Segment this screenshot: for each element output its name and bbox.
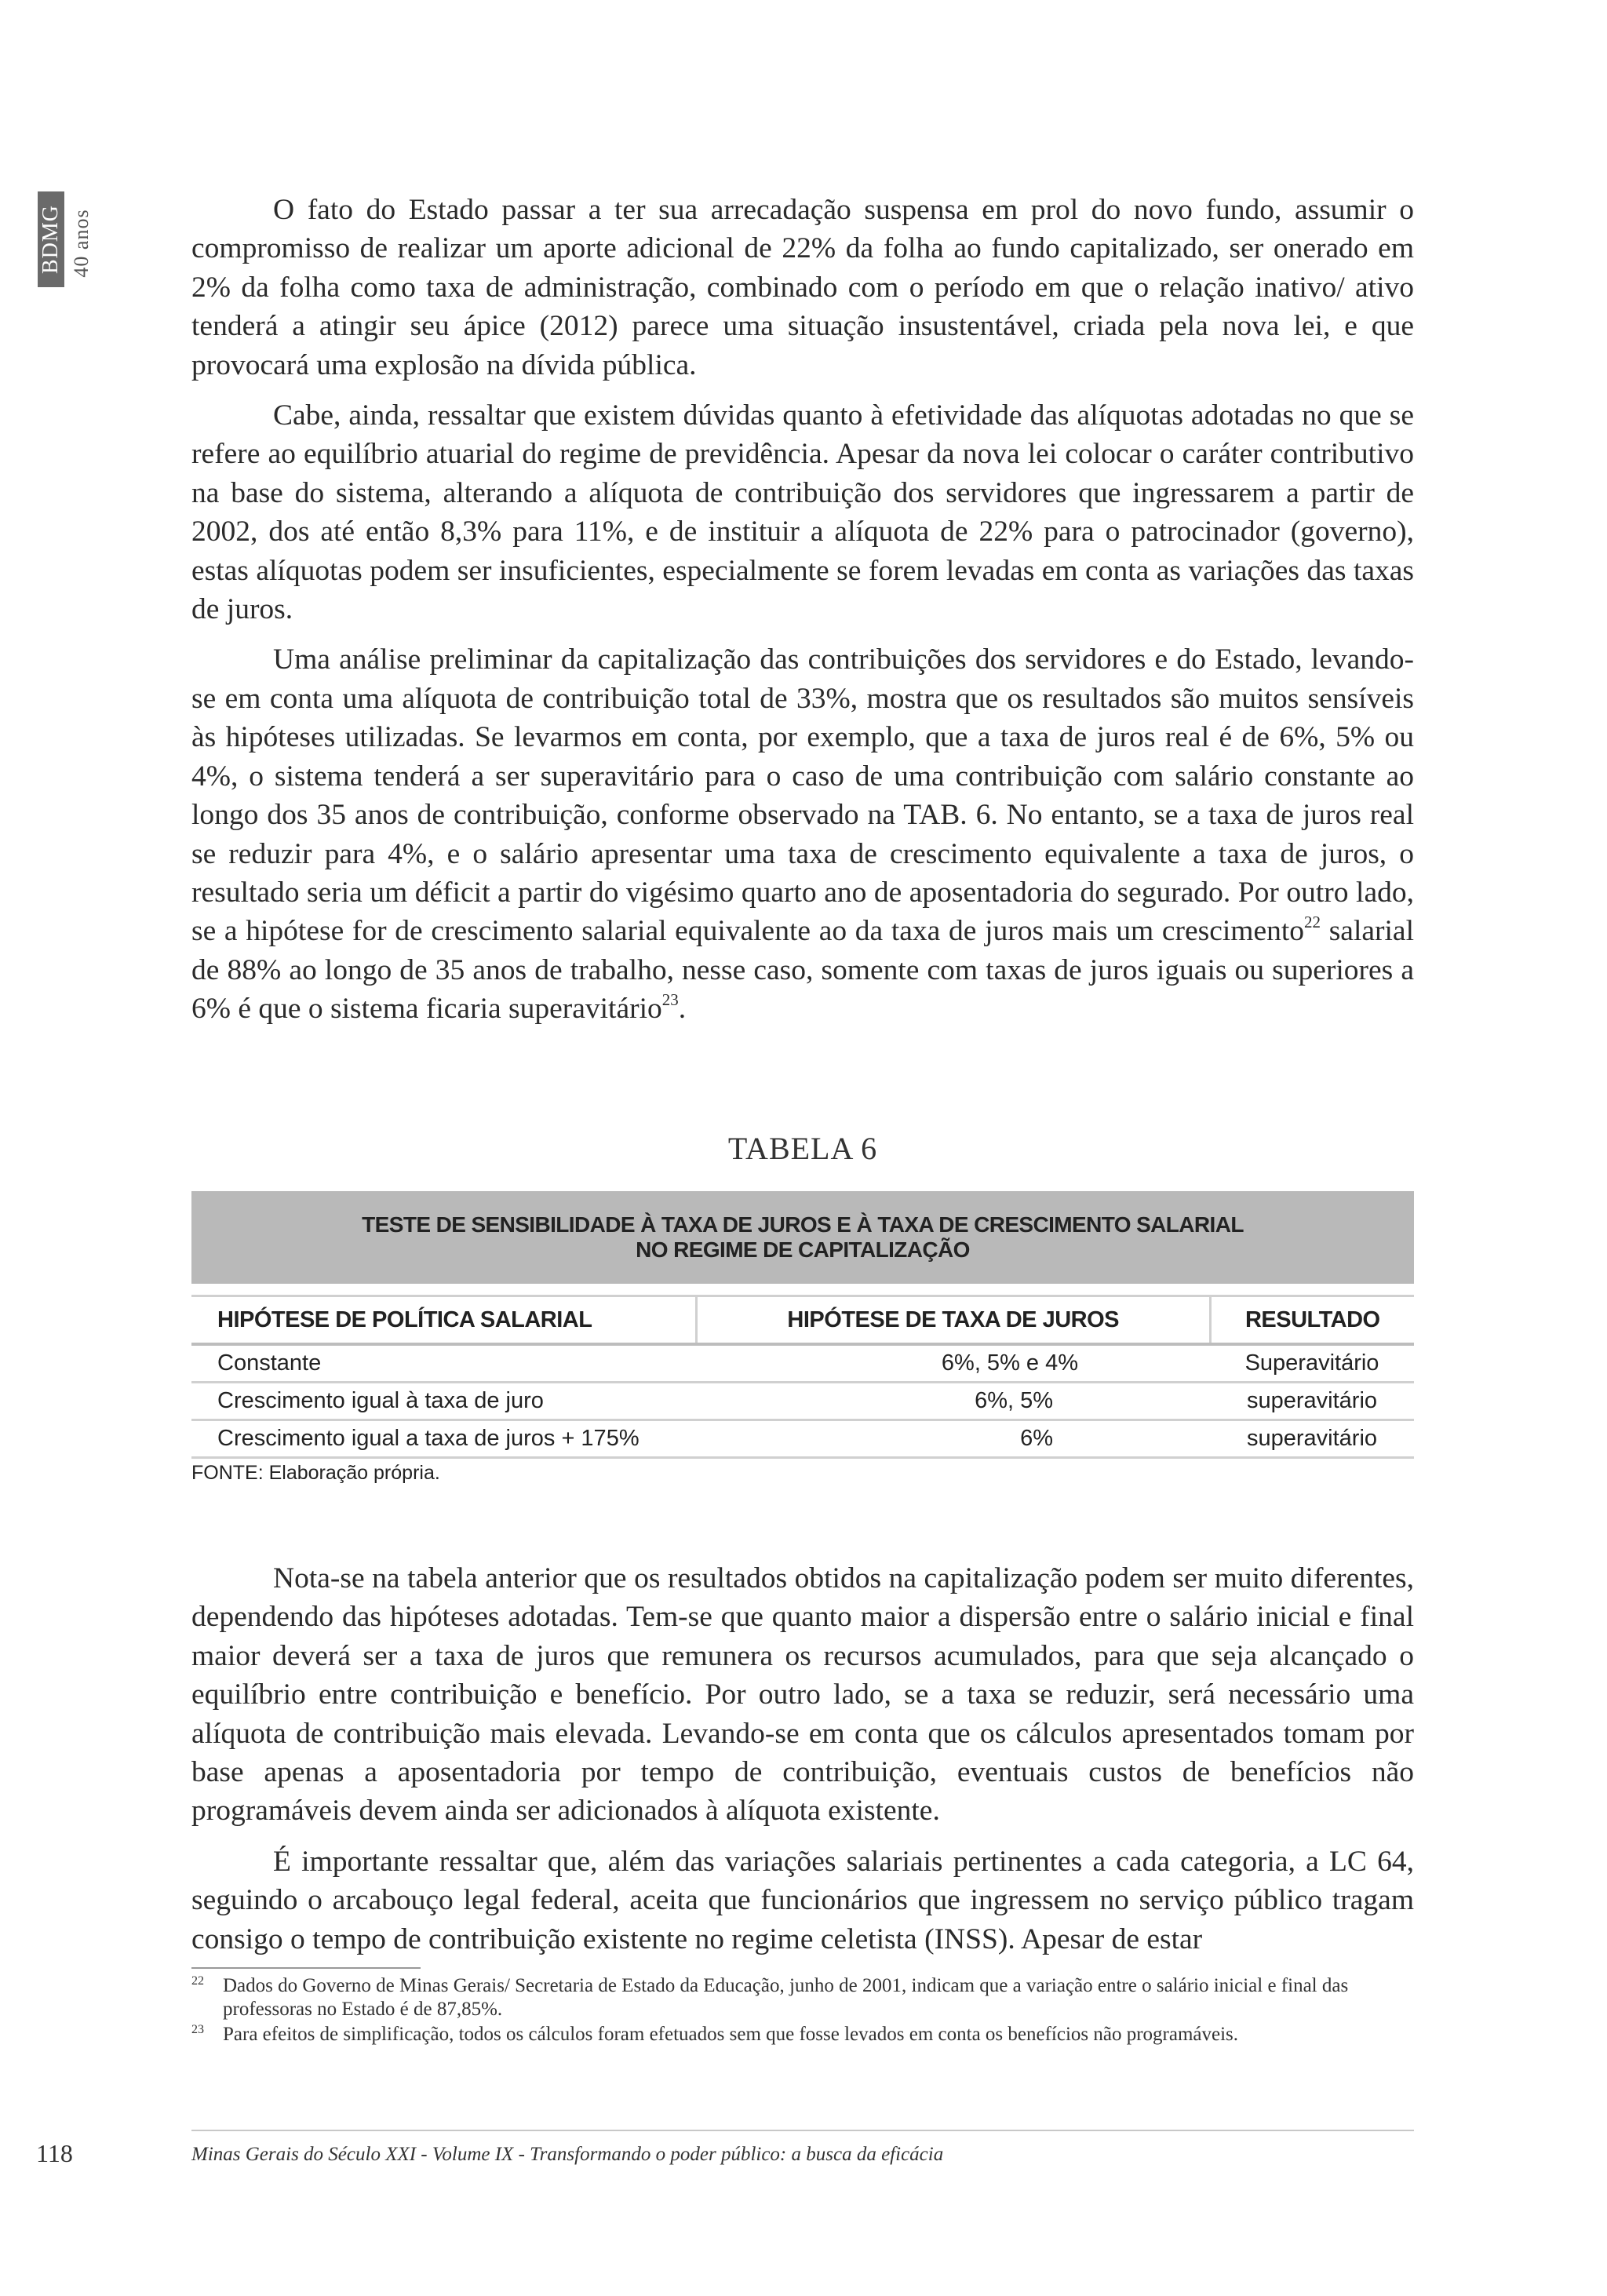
paragraph: O fato do Estado passar a ter sua arrecadação suspensa em prol do novo fundo, assumir o compromisso de realizar um aporte adicional de 22% da folha ao fundo capitalizado, ser onerado em 2% da folha como taxa de administração, combinado com o período em que o relação inativo/ ativo tenderá a atingir seu ápice (2012) parece uma situação insustentável, criada pela nova lei, e que provocará uma explosão na dívida pública. bbox=[191, 194, 1414, 381]
table-label: TABELA 6 bbox=[727, 1131, 878, 1166]
table-title-band bbox=[191, 1191, 1414, 1284]
column-header-salary-policy: HIPÓTESE DE POLÍTICA SALARIAL bbox=[191, 1296, 696, 1345]
table-source: FONTE: Elaboração própria. bbox=[191, 1462, 440, 1484]
sidebar-subtitle: 40 anos bbox=[70, 209, 93, 278]
table-cell: Constante bbox=[191, 1344, 696, 1383]
footnote-text: Para efeitos de simplificação, todos os cálculos foram efetuados sem que fosse levados em conta os benefícios não programáveis. bbox=[223, 2024, 1239, 2045]
table-cell: Crescimento igual à taxa de juro bbox=[191, 1383, 696, 1420]
table-cell: 6% bbox=[696, 1420, 1210, 1458]
column-header-result: RESULTADO bbox=[1210, 1296, 1414, 1345]
table-row bbox=[191, 1344, 1414, 1383]
paragraph: Cabe, ainda, ressaltar que existem dúvidas quanto à efetividade das alíquotas adotadas no que se refere ao equilíbrio atuarial do regime de previdência. Apesar da nova lei colocar o caráter contributivo na base do sistema, alterando a alíquota de contribuição dos servidores que ingressarem a partir de 2002, dos até então 8,3% para 11%, e de instituir a alíquota de 22% para o patrocinador (governo), estas alíquotas podem ser insuficientes, especialmente se forem levadas em conta as variações das taxas de juros. bbox=[191, 399, 1414, 626]
paragraph: Nota-se na tabela anterior que os resultados obtidos na capitalização podem ser muito diferentes, dependendo das hipóteses adotadas. Tem-se que quanto maior a dispersão entre o salário inicial e final maior deverá ser a taxa de juros que remunera os recursos acumulados, para que seja alcançado o equilíbrio entre contribuição e benefício. Por outro lado, se a taxa se reduzir, será necessário uma alíquota de contribuição mais elevada. Levando-se em conta que os cálculos apresentados tomam por base apenas a aposentadoria por tempo de contribuição, eventuais custos de benefícios não programáveis devem ainda ser adicionados à alíquota existente. bbox=[191, 1562, 1414, 1828]
table-row bbox=[191, 1420, 1414, 1458]
paragraph: É importante ressaltar que, além das variações salariais pertinentes a cada categoria, a LC 64, seguindo o arcabouço legal federal, aceita que funcionários que ingressem no serviço público tragam consigo o tempo de contribuição existente no regime celetista (INSS). Apesar de estar bbox=[191, 1845, 1414, 1955]
data-table bbox=[191, 1295, 1414, 1459]
footnote-text: Dados do Governo de Minas Gerais/ Secretaria de Estado da Educação, junho de 2001, indicam que a variação entre o salário inicial e final das professoras no Estado é de 87,85%. bbox=[223, 1975, 1349, 2020]
footnote-ref: 22 bbox=[1304, 913, 1321, 932]
footnote-number: 23 bbox=[191, 2023, 204, 2036]
column-header-interest-rate: HIPÓTESE DE TAXA DE JUROS bbox=[696, 1296, 1210, 1345]
running-title: Minas Gerais do Século XXI - Volume IX - Transformando o poder público: a busca da eficácia bbox=[191, 2144, 944, 2165]
footnote-ref: 23 bbox=[661, 990, 679, 1010]
table-cell: superavitário bbox=[1210, 1383, 1414, 1420]
table-title-line-1: TESTE DE SENSIBILIDADE À TAXA DE JUROS E À TAXA DE CRESCIMENTO SALARIAL bbox=[362, 1212, 1244, 1237]
paragraph: Uma análise preliminar da capitalização das contribuições dos servidores e do Estado, levando-se em conta uma alíquota de contribuição total de 33%, mostra que os resultados são muitos sensíveis às hipóteses utilizadas. Se levarmos em conta, por exemplo, que a taxa de juros real é de 6%, 5% ou 4%, o sistema tenderá a ser superavitário para o caso de uma contribuição com salário constante ao longo dos 35 anos de contribuição, conforme observado na TAB. 6. No entanto, se a taxa de juros real se reduzir para 4%, e o salário apresentar uma taxa de crescimento equivalente a taxa de juros, o resultado seria um déficit a partir do vigésimo quarto ano de aposentadoria do segurado. Por outro lado, se a hipótese for de crescimento salarial equivalente ao da taxa de juros mais um crescimento$^{22}$ salarial de 88% ao longo de 35 anos de trabalho, nesse caso, somente com taxas de juros iguais ou superiores a 6% é que o sistema ficaria superavitário$^{23}$. bbox=[191, 643, 1414, 1026]
footnote bbox=[191, 1974, 1414, 2021]
footnotes bbox=[191, 1974, 1414, 2048]
body-text-bottom bbox=[191, 1559, 1414, 1959]
footer-divider bbox=[191, 2130, 1414, 2131]
footnote-divider bbox=[191, 1967, 421, 1969]
table-cell: Superavitário bbox=[1210, 1344, 1414, 1383]
table-cell: Crescimento igual a taxa de juros + 175% bbox=[191, 1420, 696, 1458]
table-cell: superavitário bbox=[1210, 1420, 1414, 1458]
body-text-top bbox=[191, 191, 1414, 1029]
footnote-number: 22 bbox=[191, 1974, 204, 1988]
sidebar-brand: BDMG bbox=[38, 204, 63, 275]
table-cell: 6%, 5% e 4% bbox=[696, 1344, 1210, 1383]
footnote bbox=[191, 2023, 1414, 2046]
table-title-line-2: NO REGIME DE CAPITALIZAÇÃO bbox=[636, 1237, 970, 1262]
table-cell: 6%, 5% bbox=[696, 1383, 1210, 1420]
table-row bbox=[191, 1383, 1414, 1420]
sensitivity-table bbox=[191, 1191, 1414, 1485]
table-header-row bbox=[191, 1296, 1414, 1345]
page-number: 118 bbox=[36, 2139, 73, 2167]
